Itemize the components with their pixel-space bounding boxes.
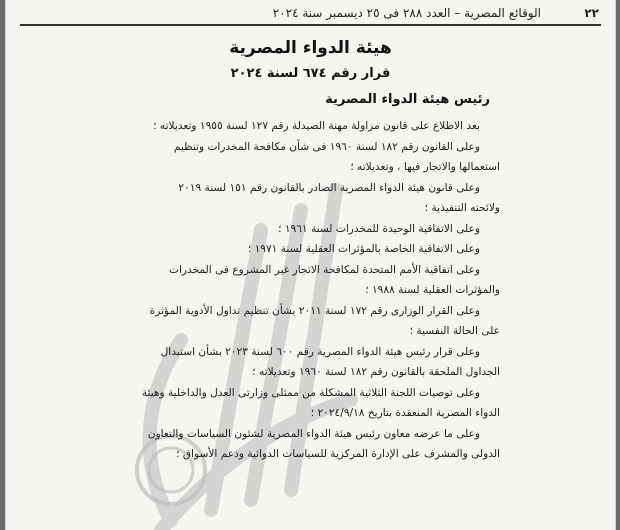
page-header (20, 4, 601, 26)
paragraph-line: وعلى القرار الوزارى رقم ١٧٢ لسنة ٢٠١١ بشأن تنظيم تداول الأدوية المؤثرة (149, 304, 480, 317)
paragraph-line: الدواء المصرية المنعقدة بتاريخ ٢٠٢٤/٩/١٨ ؛ (310, 407, 500, 419)
paragraph-line: وعلى قرار رئيس هيئة الدواء المصرية رقم ٦٠٠ لسنة ٢٠٢٣ بشأن استبدال (160, 345, 480, 358)
running-title: الوقائع المصرية – العدد ٢٨٨ فى ٢٥ ديسمبر سنة ٢٠٢٤ (272, 6, 541, 20)
paragraph-line: ولائحته التنفيذية ؛ (424, 202, 500, 214)
issuer-heading: رئيس هيئة الدواء المصرية (325, 92, 490, 107)
decree-number: قرار رقم ٦٧٤ لسنة ٢٠٢٤ (230, 66, 391, 81)
paragraph-line: وعلى قانون هيئة الدواء المصرية الصادر بالقانون رقم ١٥١ لسنة ٢٠١٩ (178, 181, 480, 194)
page-number: ٢٢ (584, 6, 599, 20)
document-title: هيئة الدواء المصرية (229, 38, 392, 58)
paragraph-line: الدولى والمشرف على الإدارة المركزية للسياسات الدوائية ودعم الأسواق ؛ (176, 448, 500, 460)
paragraph-line: والمؤثرات العقلية لسنة ١٩٨٨ ؛ (365, 284, 500, 296)
document-body (46, 116, 500, 465)
paragraph-line: استعمالها والاتجار فيها ، وتعديلاته ؛ (350, 161, 500, 173)
paragraph-line: وعلى توصيات اللجنة الثلاثية المشكلة من ممثلى وزارتى العدل والداخلية وهيئة (141, 386, 480, 399)
paragraph-line: وعلى اتفاقية الأمم المتحدة لمكافحة الاتجار غير المشروع فى المخدرات (168, 263, 480, 276)
paragraph-line: وعلى القانون رقم ١٨٢ لسنة ١٩٦٠ فى شأن مكافحة المخدرات وتنظيم (173, 140, 480, 153)
paragraph-line: وعلى ما عرضه معاون رئيس هيئة الدواء المصرية لشئون السياسات والتعاون (147, 427, 480, 440)
document-page (5, 0, 616, 530)
paragraph-line: على الحالة النفسية ؛ (409, 325, 500, 337)
paragraph-line: وعلى الاتفاقية الخاصة بالمؤثرات العقلية لسنة ١٩٧١ ؛ (247, 243, 480, 255)
paragraph-line: وعلى الاتفاقية الوحيدة للمخدرات لسنة ١٩٦١ ؛ (278, 222, 480, 235)
paragraph-line: الجداول الملحقة بالقانون رقم ١٨٢ لسنة ١٩٦٠ وتعديلاته ؛ (252, 366, 500, 378)
paragraph-line: بعد الاطلاع على قانون مزاولة مهنة الصيدلة رقم ١٢٧ لسنة ١٩٥٥ وتعديلاته ؛ (153, 120, 480, 132)
